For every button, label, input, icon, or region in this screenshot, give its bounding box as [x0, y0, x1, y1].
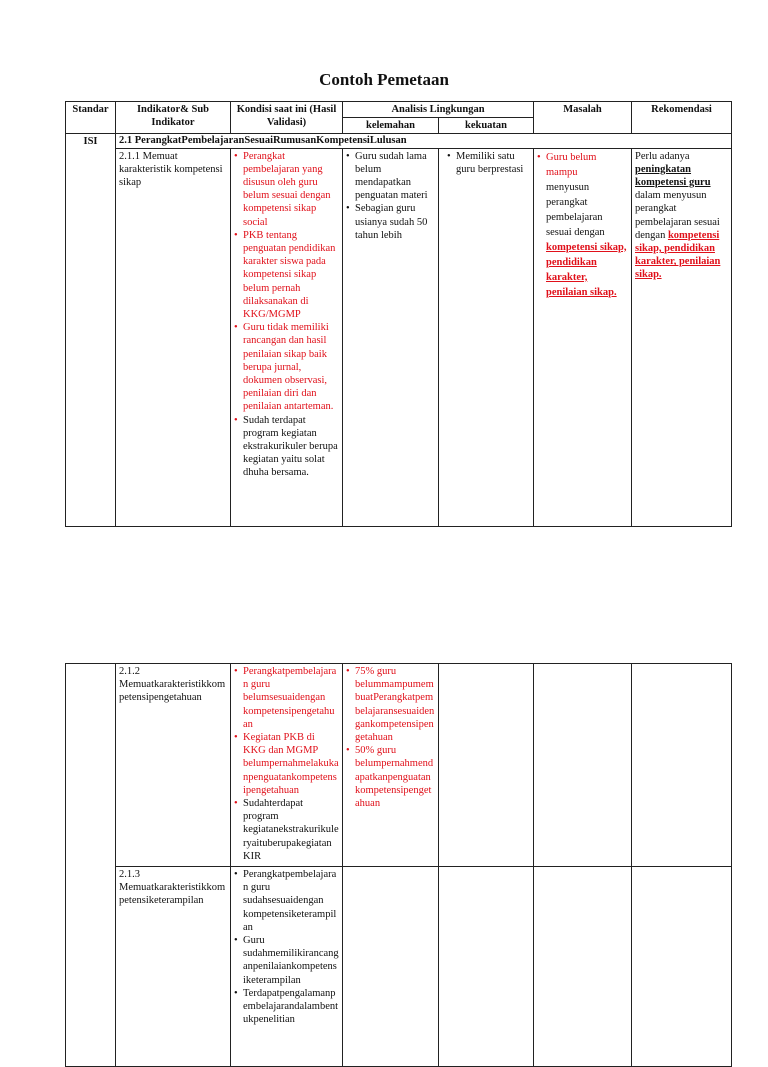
header-kelemahan: kelemahan: [343, 118, 439, 134]
kelemahan-item: • Sebagian guru usianya sudah 50 tahun lebih: [355, 202, 435, 242]
masalah-2-1-2: [534, 664, 632, 867]
kondisi-item: • Guru sudahmemilikirancanganpenilaiankompetensiketerampilan: [243, 934, 339, 987]
masalah-2-1-1: [534, 148, 632, 526]
rekomendasi-emphasis-1: peningkatan kompetensi guru: [635, 163, 711, 189]
kondisi-2-1-3: [231, 867, 343, 1067]
header-standar: Standar: [66, 102, 116, 134]
standar-isi: ISI: [66, 134, 116, 526]
rekomendasi-lead: Perlu adanya: [635, 150, 690, 162]
masalah-emphasis: kompetensi sikap, pendidikan karakter, penilaian sikap.: [546, 241, 627, 298]
masalah-lead: • Guru belum mampu: [546, 150, 628, 180]
kondisi-item: • Terdapatpengalamanpembelajarandalambentukpenelitian: [243, 987, 339, 1027]
kondisi-item: • Guru tidak memiliki rancangan dan hasil penilaian sikap baik berupa jurnal, dokumen observasi, penilaian diri dan penilaian antarteman.: [243, 321, 339, 413]
masalah-body: menyusun perangkat pembelajaran sesuai dengan: [546, 181, 605, 238]
masalah-2-1-3: [534, 867, 632, 1067]
document-title: Contoh Pemetaan: [319, 70, 449, 89]
kondisi-item: • Kegiatan PKB di KKG dan MGMP belumpernahmelakukanpenguatankompetensipengetahuan: [243, 731, 339, 797]
kekuatan-2-1-3: [439, 867, 534, 1067]
kondisi-item: • Perangkatpembelajaran guru belumsesuaidengan kompetensipengetahuan: [243, 665, 339, 731]
header-rekomendasi: Rekomendasi: [632, 102, 732, 134]
kekuatan-2-1-2: [439, 664, 534, 867]
indikator-2-1-1: 2.1.1 Memuat karakteristik kompetensi sikap: [116, 148, 231, 526]
kelemahan-item: • 50% guru belumpernahmendapatkanpenguatankompetensipengetahuan: [355, 744, 435, 810]
kelemahan-2-1-3: [343, 867, 439, 1067]
kondisi-2-1-2: [231, 664, 343, 867]
standar-empty: [66, 664, 116, 1067]
kondisi-2-1-1: [231, 148, 343, 526]
rekomendasi-2-1-2: [632, 664, 732, 867]
rekomendasi-emphasis-2: kompetensi sikap, pendidikan karakter, penilaian sikap.: [635, 229, 721, 281]
kelemahan-2-1-1: [343, 148, 439, 526]
header-analisis: Analisis Lingkungan: [343, 102, 534, 118]
rekomendasi-2-1-1: [632, 148, 732, 526]
mapping-table: [65, 101, 732, 527]
mapping-table-continued: [65, 663, 732, 1067]
kekuatan-2-1-1: [439, 148, 534, 526]
kelemahan-item: • 75% guru belummampumembuatPerangkatpembelajaransesuaidengankompetensipengetahuan: [355, 665, 435, 744]
header-indikator: Indikator& Sub Indikator: [116, 102, 231, 134]
section-2-1: 2.1 PerangkatPembelajaranSesuaiRumusanKompetensiLulusan: [116, 134, 732, 148]
kelemahan-2-1-2: [343, 664, 439, 867]
kelemahan-item: • Guru sudah lama belum mendapatkan penguatan materi: [355, 150, 435, 203]
kondisi-item: • PKB tentang penguatan pendidikan karakter siswa pada kompetensi sikap belum pernah dilaksanakan di KKG/MGMP: [243, 229, 339, 321]
header-kekuatan: kekuatan: [439, 118, 534, 134]
indikator-2-1-2: 2.1.2 Memuatkarakteristikkompetensipengetahuan: [116, 664, 231, 867]
rekomendasi-body: dalam menyusun perangkat pembelajaran sesuai dengan: [635, 190, 720, 241]
kondisi-item: • Perangkat pembelajaran yang disusun oleh guru belum sesuai dengan kompetensi sikap social: [243, 150, 339, 229]
kondisi-item: • Sudahterdapat program kegiatanekstrakurikuleryaituberupakegiatan KIR: [243, 797, 339, 863]
kekuatan-item: • Memiliki satu guru berprestasi: [456, 150, 530, 176]
kondisi-item: • Perangkatpembelajaran guru sudahsesuaidengan kompetensiketerampilan: [243, 868, 339, 934]
indikator-2-1-3: 2.1.3 Memuatkarakteristikkompetensiketerampilan: [116, 867, 231, 1067]
header-kondisi: Kondisi saat ini (Hasil Validasi): [231, 102, 343, 134]
rekomendasi-2-1-3: [632, 867, 732, 1067]
header-masalah: Masalah: [534, 102, 632, 134]
kondisi-item: • Sudah terdapat program kegiatan ekstrakurikuler berupa kegiatan yaitu solat dhuha bersama.: [243, 414, 339, 480]
